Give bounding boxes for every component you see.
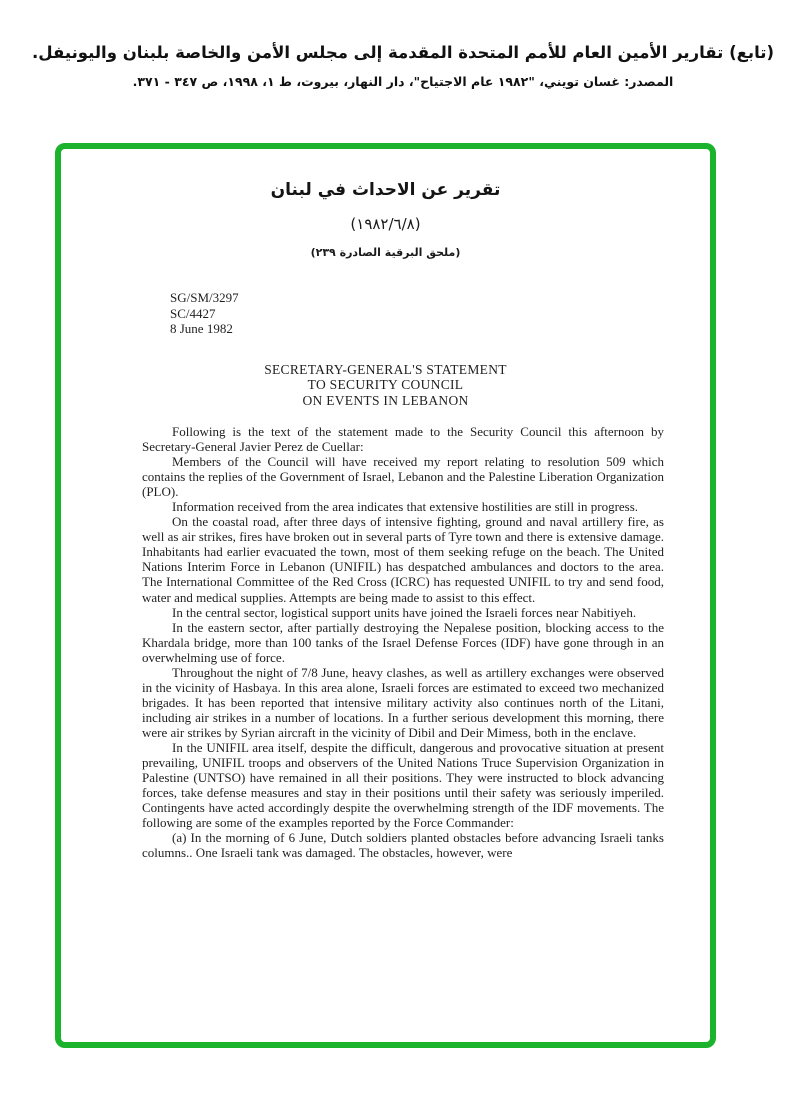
statement-heading-line-1: SECRETARY-GENERAL'S STATEMENT (264, 361, 507, 377)
arabic-page-header (0, 42, 806, 91)
document-body (61, 180, 710, 1073)
document-date-arabic: (١٩٨٢/٦/٨) (350, 215, 421, 233)
green-annotation-frame (55, 143, 716, 1048)
reference-date: 8 June 1982 (170, 321, 233, 336)
body-paragraph: Throughout the night of 7/8 June, heavy clashes, as well as artillery exchanges were observed in the vicinity of Hasbaya. In this area alone, Israeli forces are estimated to exceed two mechanized brigades. It has been reported that intensive military activity also continues north of the Litani, including air strikes in a number of locations. In a further serious development this morning, there were air strikes by Syrian aircraft in the vicinity of Dibil and Deir Mimess, both in the enclave. (142, 664, 664, 740)
body-paragraph: Members of the Council will have received my report relating to resolution 509 which contains the replies of the Government of Israel, Lebanon and the Palestine Liberation Organization (PLO). (142, 454, 664, 500)
document-title-arabic: تقرير عن الاحداث في لبنان (270, 180, 501, 200)
body-paragraph: Following is the text of the statement made to the Security Council this afternoon by Secretary-General Javier Perez de Cuellar: (142, 424, 664, 455)
statement-text (142, 424, 664, 860)
statement-heading-line-3: ON EVENTS IN LEBANON (302, 392, 469, 408)
arabic-header-title: (تابع) تقارير الأمين العام للأمم المتحدة المقدمة إلى مجلس الأمن والخاصة بلبنان واليونيفل. (31, 43, 775, 62)
arabic-header-source: المصدر: غسان تويني، "١٩٨٢ عام الاجتياح"، دار النهار، بيروت، ط ١، ١٩٩٨، ص ٣٤٧ - ٣٧١. (132, 74, 674, 89)
reference-symbol-sc: SC/4427 (170, 305, 216, 321)
statement-heading-line-2: TO SECURITY COUNCIL (307, 377, 464, 392)
reference-block (170, 290, 710, 337)
document-attachment-note: (ملحق البرقية الصادرة ٢٣٩) (310, 246, 461, 259)
body-paragraph: In the UNIFIL area itself, despite the difficult, dangerous and provocative situation at present prevailing, UNIFIL troops and observers of the United Nations Truce Supervision Organization in Palestine (UNTSO) have remained in all their positions. They were instructed to block advancing forces, take defense measures and stay in their positions until their safety was seriously imperiled. Contingents have acted accordingly despite the overwhelming strength of the IDF movements. The following are some of the examples reported by the Force Commander: (142, 739, 664, 831)
body-paragraph: On the coastal road, after three days of intensive fighting, ground and naval artillery fire, as well as air strikes, fires have broken out in several parts of Tyre town and there is extensive damage. Inhabitants had earlier evacuated the town, most of them seeking refuge on the beach. The United Nations Interim Force in Lebanon (UNIFIL) has despatched ambulances and doctors to the area. The International Committee of the Red Cross (ICRC) has requested UNIFIL to try and send food, water and medical supplies. Attempts are being made to assist to this effect. (142, 514, 664, 605)
statement-heading (61, 362, 710, 409)
body-paragraph: In the eastern sector, after partially destroying the Nepalese position, blocking access to the Khardala bridge, more than 100 tanks of the Israel Defense Forces (IDF) have gone through in an overwhelming use of force. (142, 619, 664, 665)
body-paragraph: (a) In the morning of 6 June, Dutch soldiers planted obstacles before advancing Israeli tanks columns.. One Israeli tank was damaged. The obstacles, however, were (142, 830, 664, 861)
body-paragraph: In the central sector, logistical support units have joined the Israeli forces near Nabitiyeh. (172, 604, 637, 620)
body-paragraph: Information received from the area indicates that extensive hostilities are still in progress. (172, 499, 639, 515)
reference-symbol-sgsm: SG/SM/3297 (170, 290, 239, 305)
